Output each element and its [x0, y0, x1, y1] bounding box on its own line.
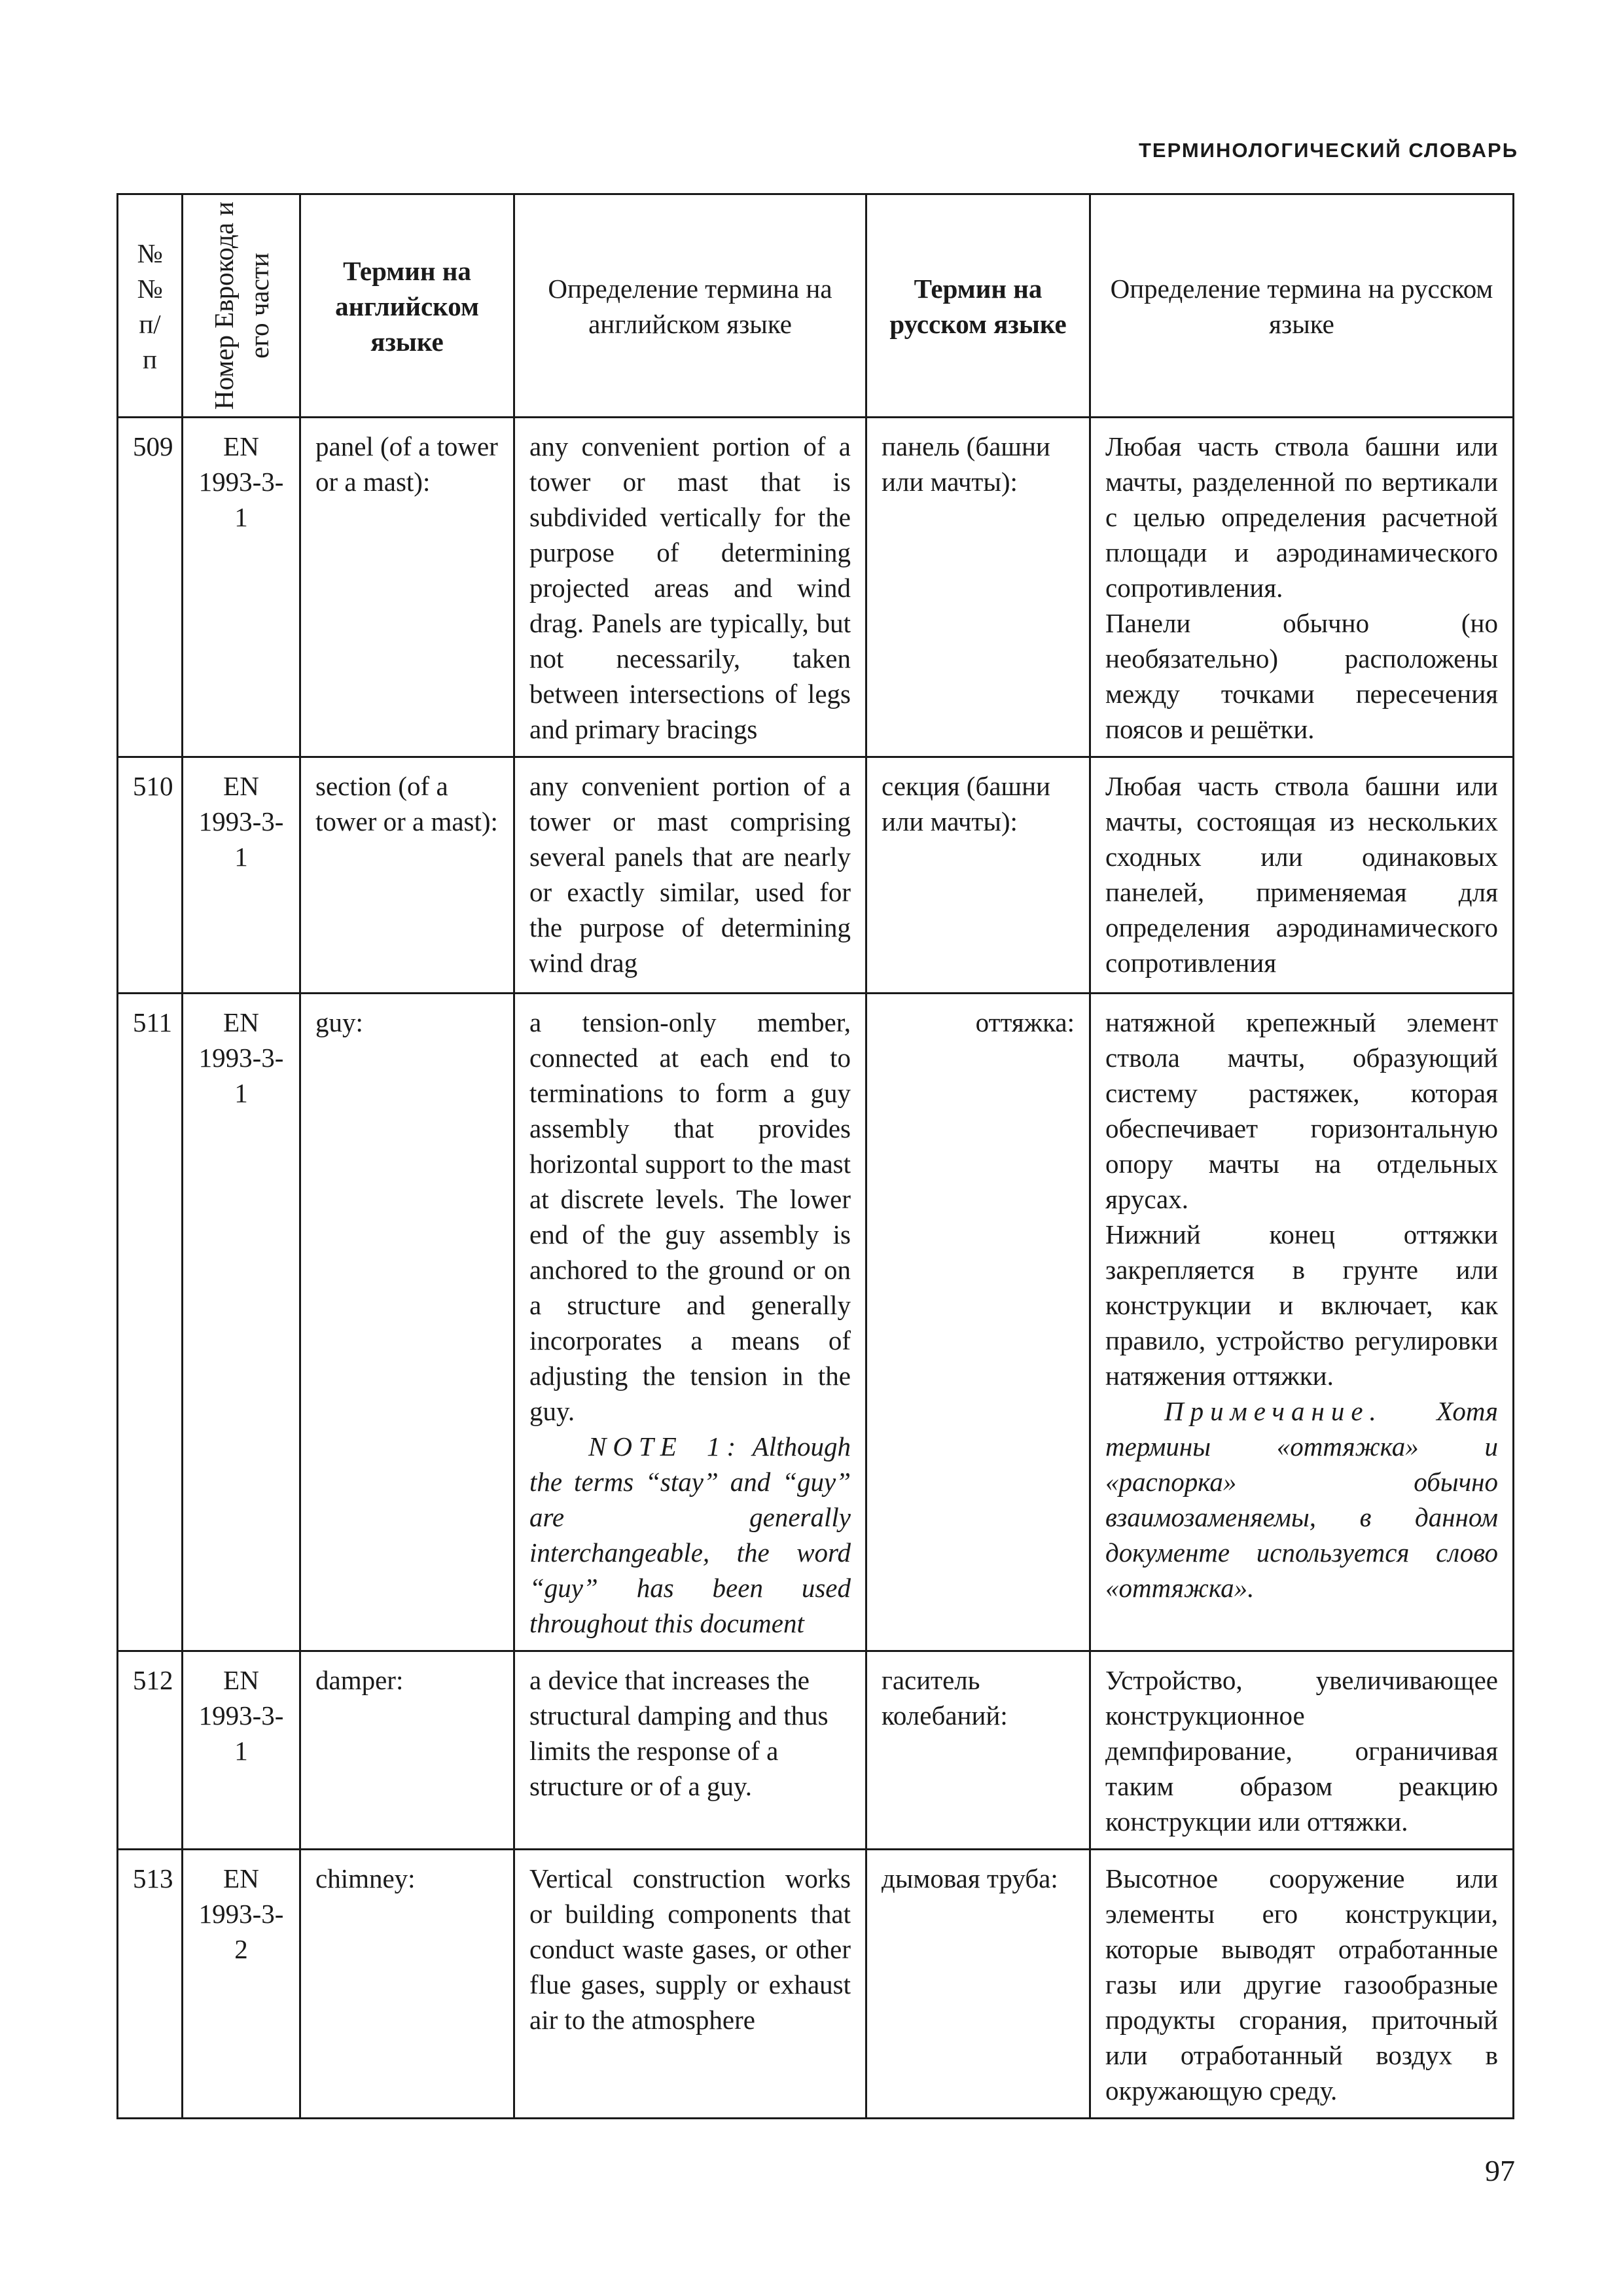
row-def-en: Vertical construction works or building components that conduct waste gases, or other flue gases, supply or exhaust air to the atmosphere — [514, 1850, 866, 2119]
header-eurocode-label: Номер Еврокода и его части — [208, 201, 274, 410]
row-term-ru: секция (башни или мачты): — [866, 757, 1090, 994]
row-def-ru-note — [1105, 1393, 1498, 1605]
row-def-en — [514, 994, 866, 1651]
note-label: Примечание. — [1164, 1396, 1383, 1426]
row-def-ru — [1090, 418, 1514, 757]
row-standard: EN 1993-3-1 — [183, 757, 300, 994]
row-number: 511 — [118, 994, 183, 1651]
row-def-ru: Высотное сооружение или элементы его конструкции, которые выводят отработанные газы или другие газообразные продукты сгорания, приточный или отработанный воздух в окружающую среду. — [1090, 1850, 1514, 2119]
header-term-en: Термин на английском языке — [300, 194, 514, 418]
row-number: 513 — [118, 1850, 183, 2119]
row-def-ru-paragraph: Панели обычно (но необязательно) расположены между точками пересечения поясов и решётки. — [1105, 608, 1498, 744]
row-term-en: guy: — [300, 994, 514, 1651]
header-num: №№ п/п — [118, 194, 183, 418]
table-row — [118, 1651, 1514, 1850]
row-def-ru-paragraph: натяжной крепежный элемент ствола мачты, образующий систему растяжек, которая обеспечивает горизонтальную опору мачты на отдельных ярусах. — [1105, 1007, 1498, 1214]
row-standard: EN 1993-3-1 — [183, 994, 300, 1651]
row-term-en: chimney: — [300, 1850, 514, 2119]
row-def-en: any convenient portion of a tower or mast comprising several panels that are nearly or exactly similar, used for the purpose of determining wind drag — [514, 757, 866, 994]
row-def-en-paragraph: a tension-only member, connected at each end to terminations to form a guy assembly that provides horizontal support to the mast at discrete levels. The lower end of the guy assembly is anchored to the ground or on a structure and generally incorporates a means of adjusting the tension in the guy. — [529, 1007, 851, 1426]
page-number: 97 — [1485, 2154, 1515, 2187]
row-term-ru: оттяжка: — [866, 994, 1090, 1651]
row-def-en: any convenient portion of a tower or mast that is subdivided vertically for the purpose of determining projected areas and wind drag. Panels are typically, but not necessarily, taken between intersections of legs and primary bracings — [514, 418, 866, 757]
note-text: : Although the terms “stay” and “guy” are generally interchangeable, the word “guy” has been used throughout this document — [529, 1431, 851, 1638]
row-number: 512 — [118, 1651, 183, 1850]
row-term-ru: панель (башни или мачты): — [866, 418, 1090, 757]
glossary-table — [116, 193, 1514, 2119]
table-row — [118, 757, 1514, 994]
row-term-ru: дымовая труба: — [866, 1850, 1090, 2119]
note-label: NOTE 1 — [588, 1431, 727, 1462]
row-def-en-note — [529, 1429, 851, 1641]
row-number: 509 — [118, 418, 183, 757]
row-def-ru — [1090, 994, 1514, 1651]
row-def-ru: Устройство, увеличивающее конструкционное демпфирование, ограничивая таким образом реакцию конструкции или оттяжки. — [1090, 1651, 1514, 1850]
row-term-en: panel (of a tower or a mast): — [300, 418, 514, 757]
row-standard: EN 1993-3-1 — [183, 418, 300, 757]
row-standard: EN 1993-3-1 — [183, 1651, 300, 1850]
header-row — [118, 194, 1514, 418]
header-def-ru: Определение термина на русском языке — [1090, 194, 1514, 418]
header-def-en: Определение термина на английском языке — [514, 194, 866, 418]
row-def-en: a device that increases the structural damping and thus limits the response of a structure or of a guy. — [514, 1651, 866, 1850]
row-def-ru: Любая часть ствола башни или мачты, состоящая из нескольких сходных или одинаковых панелей, применяемая для определения аэродинамического сопротивления — [1090, 757, 1514, 994]
row-number: 510 — [118, 757, 183, 994]
row-standard: EN 1993-3-2 — [183, 1850, 300, 2119]
table-row — [118, 994, 1514, 1651]
header-term-ru: Термин на русском языке — [866, 194, 1090, 418]
row-term-en: damper: — [300, 1651, 514, 1850]
row-def-ru-paragraph: Любая часть ствола башни или мачты, разделенной по вертикали с целью определения расчетной площади и аэродинамического сопротивления. — [1105, 431, 1498, 603]
header-eurocode — [183, 194, 300, 418]
note-text: Хотя термины «оттяжка» и «распорка» обычно взаимозаменяемы, в данном документе используется слово «оттяжка». — [1105, 1396, 1498, 1603]
row-term-en: section (of a tower or a mast): — [300, 757, 514, 994]
row-def-ru-paragraph: Нижний конец оттяжки закрепляется в грунте или конструкции и включает, как правило, устройство регулировки натяжения оттяжки. — [1105, 1219, 1498, 1391]
table-row — [118, 1850, 1514, 2119]
running-title: ТЕРМИНОЛОГИЧЕСКИЙ СЛОВАРЬ — [1138, 139, 1518, 162]
row-term-ru: гаситель колебаний: — [866, 1651, 1090, 1850]
table-row — [118, 418, 1514, 757]
